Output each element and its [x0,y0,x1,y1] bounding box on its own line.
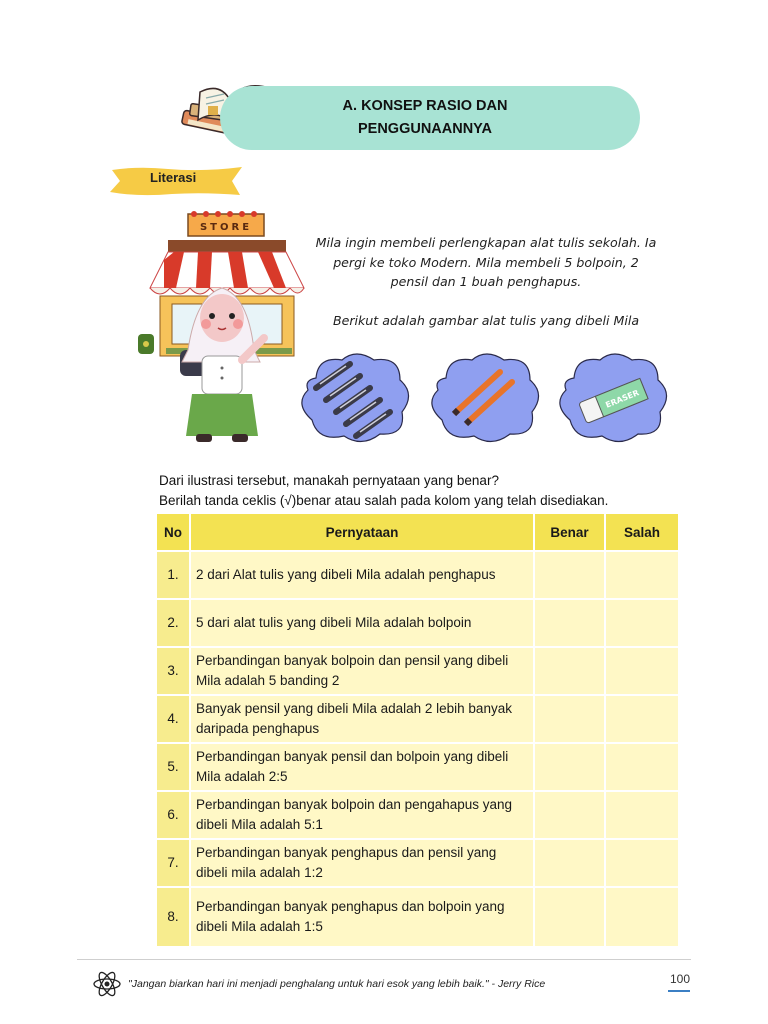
row-number: 7. [157,840,191,888]
footer-divider [77,959,691,960]
benar-cell[interactable] [535,840,606,888]
statement-line: 5 dari alat tulis yang dibeli Mila adalah bolpoin [196,615,472,630]
literasi-tag: Literasi [150,170,197,185]
statement-table [157,514,678,948]
salah-cell[interactable] [606,648,678,696]
statement-line: Mila adalah 2:5 [196,769,288,784]
row-statement [191,648,535,696]
salah-cell[interactable] [606,840,678,888]
table-row [157,744,678,792]
pencils-cloud-illustration [426,350,544,446]
row-statement [191,888,535,948]
story-line: Mila ingin membeli perlengkapan alat tulis sekolah. Ia [315,235,657,250]
benar-cell[interactable] [535,600,606,648]
pens-cloud-illustration [296,350,414,446]
table-row [157,888,678,948]
statement-line: Perbandingan banyak bolpoin dan pengahapus yang [196,797,513,812]
story-text [302,233,670,330]
row-number: 5. [157,744,191,792]
row-number: 4. [157,696,191,744]
statement-line: daripada penghapus [196,721,320,736]
row-number: 6. [157,792,191,840]
statement-line: 2 dari Alat tulis yang dibeli Mila adalah penghapus [196,567,496,582]
row-statement [191,552,535,600]
salah-cell[interactable] [606,600,678,648]
salah-cell[interactable] [606,696,678,744]
header-no: No [157,514,191,552]
header-statement: Pernyataan [191,514,535,552]
row-number: 3. [157,648,191,696]
table-row [157,840,678,888]
table-header-row [157,514,678,552]
row-statement [191,744,535,792]
instructions [159,471,719,510]
table-row [157,600,678,648]
benar-cell[interactable] [535,792,606,840]
row-statement [191,696,535,744]
section-title-line2: PENGGUNAANNYA [357,121,492,137]
header-benar: Benar [535,514,606,552]
instruction-line: Dari ilustrasi tersebut, manakah pernyataan yang benar? [159,473,499,488]
statement-line: Perbandingan banyak bolpoin dan pensil yang dibeli [196,653,509,668]
salah-cell[interactable] [606,552,678,600]
statement-line: Perbandingan banyak penghapus dan pensil yang [196,845,497,860]
page-number: 100 [669,972,691,986]
statement-line: Perbandingan banyak pensil dan bolpoin yang dibeli [196,749,509,764]
instruction-line: Berilah tanda ceklis (√)benar atau salah pada kolom yang telah disediakan. [159,492,609,508]
store-girl-illustration [136,210,308,446]
table-row [157,792,678,840]
row-number: 1. [157,552,191,600]
story-line: pergi ke toko Modern. Mila membeli 5 bolpoin, 2 [333,254,639,270]
eraser-label: ERASER [604,388,641,410]
statement-line: Perbandingan banyak penghapus dan bolpoin yang [196,899,505,914]
atom-icon [92,969,122,999]
salah-cell[interactable] [606,792,678,840]
row-number: 2. [157,600,191,648]
section-title-line1: A. KONSEP RASIO DAN [342,98,508,114]
statement-line: dibeli Mila adalah 5:1 [196,817,323,832]
table-row [157,552,678,600]
benar-cell[interactable] [535,696,606,744]
header-salah: Salah [606,514,678,552]
eraser-cloud-illustration [554,350,672,446]
row-statement [191,840,535,888]
benar-cell[interactable] [535,552,606,600]
table-row [157,696,678,744]
store-sign-text: STORE [199,222,253,233]
section-title [290,90,560,146]
benar-cell[interactable] [535,744,606,792]
statement-line: dibeli Mila adalah 1:5 [196,919,323,934]
row-statement [191,792,535,840]
salah-cell[interactable] [606,744,678,792]
story-line: pensil dan 1 buah penghapus. [390,274,582,289]
page-number-underline [668,990,690,992]
statement-line: dibeli mila adalah 1:2 [196,865,323,880]
benar-cell[interactable] [535,648,606,696]
statement-line: Mila adalah 5 banding 2 [196,673,340,688]
salah-cell[interactable] [606,888,678,948]
table-row [157,648,678,696]
row-statement [191,600,535,648]
statement-line: Banyak pensil yang dibeli Mila adalah 2 lebih banyak [196,701,512,716]
benar-cell[interactable] [535,888,606,948]
row-number: 8. [157,888,191,948]
story-line: Berikut adalah gambar alat tulis yang dibeli Mila [332,312,640,328]
footer-quote: "Jangan biarkan hari ini menjadi penghalang untuk hari esok yang lebih baik." - Jerry Rice [128,978,546,990]
